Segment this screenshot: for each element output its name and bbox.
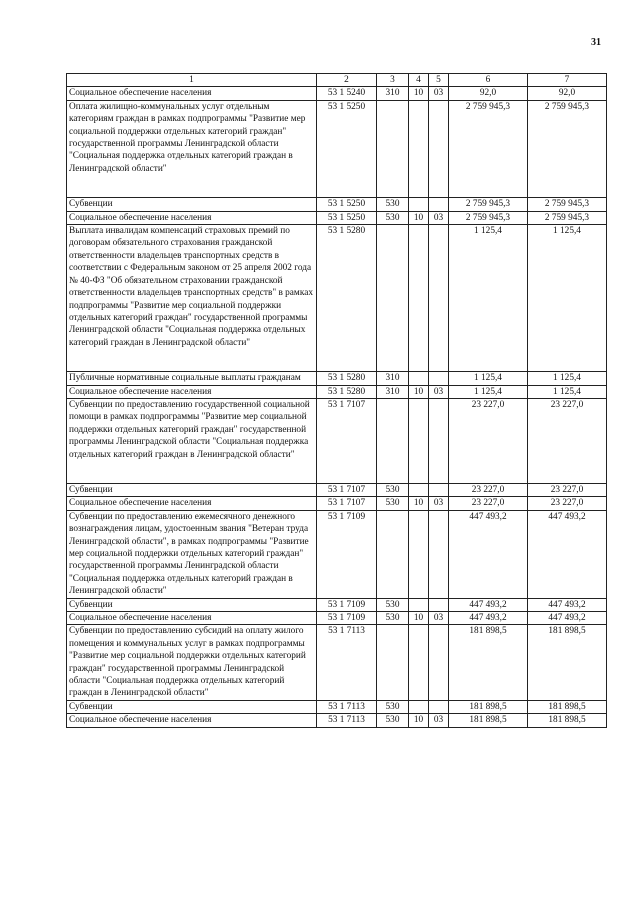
row-value-7: 447 493,2	[528, 598, 607, 611]
row-col-4: 10	[409, 612, 429, 625]
row-col-3: 530	[377, 598, 409, 611]
table-row	[67, 398, 607, 483]
table-row	[67, 483, 607, 496]
table-row	[67, 714, 607, 727]
row-value-6: 447 493,2	[449, 510, 528, 598]
row-col-3: 310	[377, 385, 409, 398]
row-col-3: 530	[377, 497, 409, 510]
row-col-3: 530	[377, 714, 409, 727]
row-name: Социальное обеспечение населения	[67, 385, 317, 398]
row-name: Оплата жилищно-коммунальных услуг отдельным категориям граждан в рамках подпрограммы "Развитие мер социальной поддержки отдельных категорий граждан" государственной программы Ленинградской области "Социальная поддержка отдельных категорий граждан в Ленинградской области"	[67, 100, 317, 197]
table-row	[67, 598, 607, 611]
row-value-6: 447 493,2	[449, 612, 528, 625]
column-header: 6	[449, 74, 528, 87]
row-value-6: 23 227,0	[449, 398, 528, 483]
row-col-5: 03	[429, 87, 449, 100]
row-col-4	[409, 100, 429, 197]
budget-table	[66, 73, 607, 728]
row-col-3: 530	[377, 483, 409, 496]
row-col-5	[429, 198, 449, 211]
row-value-6: 2 759 945,3	[449, 198, 528, 211]
row-value-6: 1 125,4	[449, 385, 528, 398]
page-number: 31	[591, 37, 601, 48]
table-row	[67, 497, 607, 510]
row-col-5	[429, 100, 449, 197]
column-header: 3	[377, 74, 409, 87]
row-code: 53 1 7109	[317, 510, 377, 598]
row-col-5	[429, 483, 449, 496]
row-code: 53 1 7107	[317, 398, 377, 483]
table-row	[67, 625, 607, 700]
row-value-6: 181 898,5	[449, 700, 528, 713]
row-name: Субвенции	[67, 700, 317, 713]
row-value-6: 2 759 945,3	[449, 100, 528, 197]
row-value-6: 92,0	[449, 87, 528, 100]
row-code: 53 1 7113	[317, 714, 377, 727]
row-col-5: 03	[429, 211, 449, 224]
row-value-7: 23 227,0	[528, 497, 607, 510]
row-col-3: 310	[377, 87, 409, 100]
row-code: 53 1 7109	[317, 612, 377, 625]
row-col-4: 10	[409, 385, 429, 398]
row-col-3: 530	[377, 612, 409, 625]
row-col-4	[409, 625, 429, 700]
row-col-5	[429, 372, 449, 385]
row-col-5	[429, 598, 449, 611]
row-value-7: 23 227,0	[528, 483, 607, 496]
row-col-4: 10	[409, 87, 429, 100]
column-header: 5	[429, 74, 449, 87]
row-col-4	[409, 598, 429, 611]
row-name: Субвенции	[67, 198, 317, 211]
row-code: 53 1 5250	[317, 211, 377, 224]
row-name: Субвенции по предоставлению ежемесячного денежного вознаграждения лицам, удостоенным звания "Ветеран труда Ленинградской области", в рамках подпрограммы "Развитие мер социальной поддержки отдельных категорий граждан" государственной программы Ленинградской области "Социальная поддержка отдельных категорий граждан в Ленинградской области"	[67, 510, 317, 598]
row-col-5	[429, 700, 449, 713]
row-value-6: 181 898,5	[449, 625, 528, 700]
row-col-3: 530	[377, 211, 409, 224]
table-row	[67, 700, 607, 713]
row-value-7: 447 493,2	[528, 612, 607, 625]
row-col-5	[429, 398, 449, 483]
row-name: Публичные нормативные социальные выплаты гражданам	[67, 372, 317, 385]
table-row	[67, 211, 607, 224]
row-col-5: 03	[429, 385, 449, 398]
table-header-row	[67, 74, 607, 87]
table-row	[67, 385, 607, 398]
row-col-4	[409, 700, 429, 713]
table-row	[67, 100, 607, 197]
table-row	[67, 510, 607, 598]
row-value-6: 2 759 945,3	[449, 211, 528, 224]
row-col-3: 530	[377, 198, 409, 211]
column-header: 4	[409, 74, 429, 87]
column-header: 1	[67, 74, 317, 87]
row-value-7: 2 759 945,3	[528, 100, 607, 197]
row-col-3: 530	[377, 700, 409, 713]
row-code: 53 1 7109	[317, 598, 377, 611]
row-code: 53 1 7113	[317, 625, 377, 700]
row-value-6: 23 227,0	[449, 483, 528, 496]
row-name: Социальное обеспечение населения	[67, 612, 317, 625]
row-value-6: 1 125,4	[449, 225, 528, 372]
row-value-6: 1 125,4	[449, 372, 528, 385]
column-header: 2	[317, 74, 377, 87]
row-value-7: 181 898,5	[528, 714, 607, 727]
row-value-7: 92,0	[528, 87, 607, 100]
column-header: 7	[528, 74, 607, 87]
row-code: 53 1 5240	[317, 87, 377, 100]
row-name: Субвенции	[67, 483, 317, 496]
row-col-3	[377, 225, 409, 372]
table-row	[67, 198, 607, 211]
row-code: 53 1 7107	[317, 483, 377, 496]
table-row	[67, 612, 607, 625]
row-name: Социальное обеспечение населения	[67, 211, 317, 224]
row-value-6: 181 898,5	[449, 714, 528, 727]
row-col-3	[377, 100, 409, 197]
row-value-6: 23 227,0	[449, 497, 528, 510]
row-value-7: 447 493,2	[528, 510, 607, 598]
row-value-6: 447 493,2	[449, 598, 528, 611]
table-row	[67, 372, 607, 385]
row-name: Субвенции по предоставлению субсидий на оплату жилого помещения и коммунальных услуг в рамках подпрограммы "Развитие мер социальной поддержки отдельных категорий граждан" государственной программы Ленинградской области "Социальная поддержка отдельных категорий граждан в Ленинградской области"	[67, 625, 317, 700]
row-name: Социальное обеспечение населения	[67, 497, 317, 510]
row-value-7: 1 125,4	[528, 372, 607, 385]
row-code: 53 1 5280	[317, 385, 377, 398]
table-row	[67, 87, 607, 100]
row-value-7: 1 125,4	[528, 385, 607, 398]
row-col-4	[409, 198, 429, 211]
row-col-3	[377, 625, 409, 700]
table-row	[67, 225, 607, 372]
row-col-4: 10	[409, 497, 429, 510]
row-code: 53 1 7107	[317, 497, 377, 510]
row-col-4	[409, 398, 429, 483]
row-value-7: 2 759 945,3	[528, 211, 607, 224]
row-name: Социальное обеспечение населения	[67, 87, 317, 100]
row-col-4	[409, 372, 429, 385]
row-code: 53 1 5280	[317, 372, 377, 385]
row-name: Социальное обеспечение населения	[67, 714, 317, 727]
row-col-5	[429, 625, 449, 700]
row-col-4: 10	[409, 714, 429, 727]
row-value-7: 181 898,5	[528, 625, 607, 700]
row-code: 53 1 5250	[317, 198, 377, 211]
row-col-4	[409, 510, 429, 598]
row-name: Субвенции	[67, 598, 317, 611]
row-col-5: 03	[429, 612, 449, 625]
row-code: 53 1 7113	[317, 700, 377, 713]
row-col-4	[409, 483, 429, 496]
row-value-7: 2 759 945,3	[528, 198, 607, 211]
row-col-5: 03	[429, 497, 449, 510]
row-value-7: 1 125,4	[528, 225, 607, 372]
row-col-5	[429, 225, 449, 372]
row-value-7: 181 898,5	[528, 700, 607, 713]
row-col-4: 10	[409, 211, 429, 224]
row-col-3	[377, 510, 409, 598]
row-code: 53 1 5280	[317, 225, 377, 372]
row-col-3	[377, 398, 409, 483]
row-value-7: 23 227,0	[528, 398, 607, 483]
row-col-3: 310	[377, 372, 409, 385]
row-col-5	[429, 510, 449, 598]
row-name: Субвенции по предоставлению государственной социальной помощи в рамках подпрограммы "Развитие мер социальной поддержки отдельных категорий граждан" государственной программы Ленинградской области "Социальная поддержка отдельных категорий граждан в Ленинградской области"	[67, 398, 317, 483]
row-code: 53 1 5250	[317, 100, 377, 197]
row-col-4	[409, 225, 429, 372]
row-col-5: 03	[429, 714, 449, 727]
row-name: Выплата инвалидам компенсаций страховых премий по договорам обязательного страхования гражданской ответственности владельцев транспортных средств в соответствии с Федеральным законом от 25 апреля 2002 года № 40-ФЗ "Об обязательном страховании гражданской ответственности владельцев транспортных средств" в рамках подпрограммы "Развитие мер социальной поддержки отдельных категорий граждан" государственной программы Ленинградской области "Социальная поддержка отдельных категорий граждан в Ленинградской области"	[67, 225, 317, 372]
